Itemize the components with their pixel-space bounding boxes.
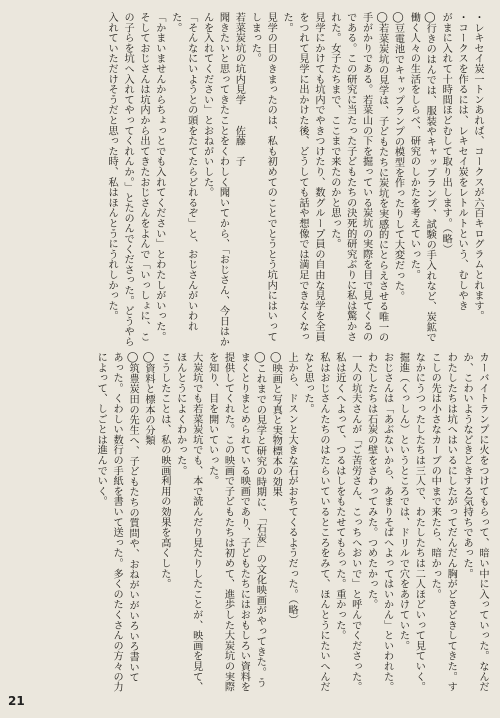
paragraph: ◯筑豊炭田の先生へ、子どもたちの質問や、おねがいがいろいろ書いてあった。くわしい数行の手紙を書いて送った。多くのたくさんの方々の力によって、しごとは進んでいく。 (95, 352, 139, 692)
paragraph: ◯これまでの見学と研究の時期に、「石炭」の文化映画がやってきた。うまくとりまとめられている映画であり、子どもたちにはおもしろい資料を提供してくれた。この映画で子どもたちは初めて、進歩した大炭坑の実際を知り、目を開いていった。 (206, 352, 266, 692)
paragraph: わたしたちは石炭の壁をさわってみた。つめたかった。 (365, 352, 377, 610)
paragraph: 若菜炭坑の坑内見学 佐藤 子 (233, 12, 245, 167)
paragraph: がまに入れて十時間ほどむして取り出します。（略） (440, 12, 452, 255)
paragraph: 聞きたいと思ってきたことをくわしく聞いてから、「おじさん、今日はかんを入れてください」とおねがいした。 (201, 12, 229, 347)
paragraph: 見学の日のきまったのは、私も初めてのことでとうとう坑内にはいってしまった。 (249, 12, 277, 342)
paragraph: そしておじさんは坑内から出てきたおじさんをよんで「いっしょに、この子らを坑へ入れてやってくれんか。」とたのんでくださった。どうやら入れていただけそうだと思った時、私はほんとうにうれしかった。 (106, 12, 149, 347)
text-block-upper (60, 12, 485, 348)
paragraph: 大炭坑でも若菜炭坑でも、本で読んだり見たりしたことが、映画を見て、ほんとうによくわかった。 (174, 352, 202, 692)
page-number: 21 (8, 694, 25, 708)
paragraph: 「そんなにいようとの頭をたてたらどれるぞ」と、おじさんがいわれた。 (169, 12, 197, 332)
paragraph: ◯映画と写真と実物標本の効果 (270, 352, 282, 497)
paragraph: カーバイトランプに火をつけてもらって、暗い中に入っていった。なんだか、こわいようなどきどきする気持ちであった。 (461, 352, 488, 692)
paragraph: ・コークスを作るには、レキセイ炭をレトルトという、むしやき (456, 12, 468, 311)
paragraph: 私は近くへよって、つるはしをもたせてもらった。重かった。 (333, 352, 345, 641)
text-block-lower (65, 352, 490, 692)
paragraph: ◯資料と標本の分類 (142, 352, 154, 446)
paragraph: 見学にかけても坑内でやきつけたり、数グループ員の自由な見学を全員をつれて見学に出かけた後、どうしても話や想像では満足できなくなった。 (281, 12, 324, 342)
paragraph: ◯行きのはんでは、服装やキャップランプ、試験の手入れなど、炭鉱で働く人々の生活をしらべ、研究のしかたを考えていった。 (408, 12, 436, 343)
paragraph: おじさんは「あぶないから、あまりそばへよってはいかん」といわれた。 (381, 352, 393, 692)
paragraph: ◯豆電池でキャップランプの模型を作ったりして大変だった。 (392, 12, 404, 302)
paragraph: 上から、ドスンと大きな石がおちてくるようだった。（略） (286, 352, 298, 625)
paragraph: わたしたちは坑へはいるにしたがってだんだん胸がどきどきしてきた。すこしの先は小さなカーブの中まで来たら、暗かった。 (429, 352, 457, 692)
paragraph: こうしたことは、私の映画利用の効果を高くした。 (158, 352, 170, 589)
paragraph: 掘進（くっしん）というところでは、ドリルで穴をあけていた。 (397, 352, 409, 651)
paragraph: 私はおじさんたちのはたらいているところをみて、ほんとうにたいへんだなと思った。 (302, 352, 329, 692)
paragraph: 一人の坑夫さんが「ご苦労さん、こっちへおいで」と呼んでくださった。 (349, 352, 361, 692)
paragraph: なかにうつったしたちは三人で、わたしたちは二人ほどいって見ていく。 (413, 352, 425, 692)
paragraph: ◯若菜炭坑の見学は、子どもたちに炭坑を実感的にとらえさせる唯一の手がかりである。若菜山の下を掘っている炭坑の実際を目で見てくるのである。この研究に当たった子どもたちの決死的研究ぶりに私は驚かされた。女子たちまで、ここまで来たのかと思った。 (328, 12, 388, 343)
paragraph: 「かまいませんからちょっとでも入れてください」とわたしがいった。 (153, 12, 165, 342)
paragraph: ・レキセイ炭一トンあれば、コークスが六百キログラムとれます。 (472, 12, 483, 321)
